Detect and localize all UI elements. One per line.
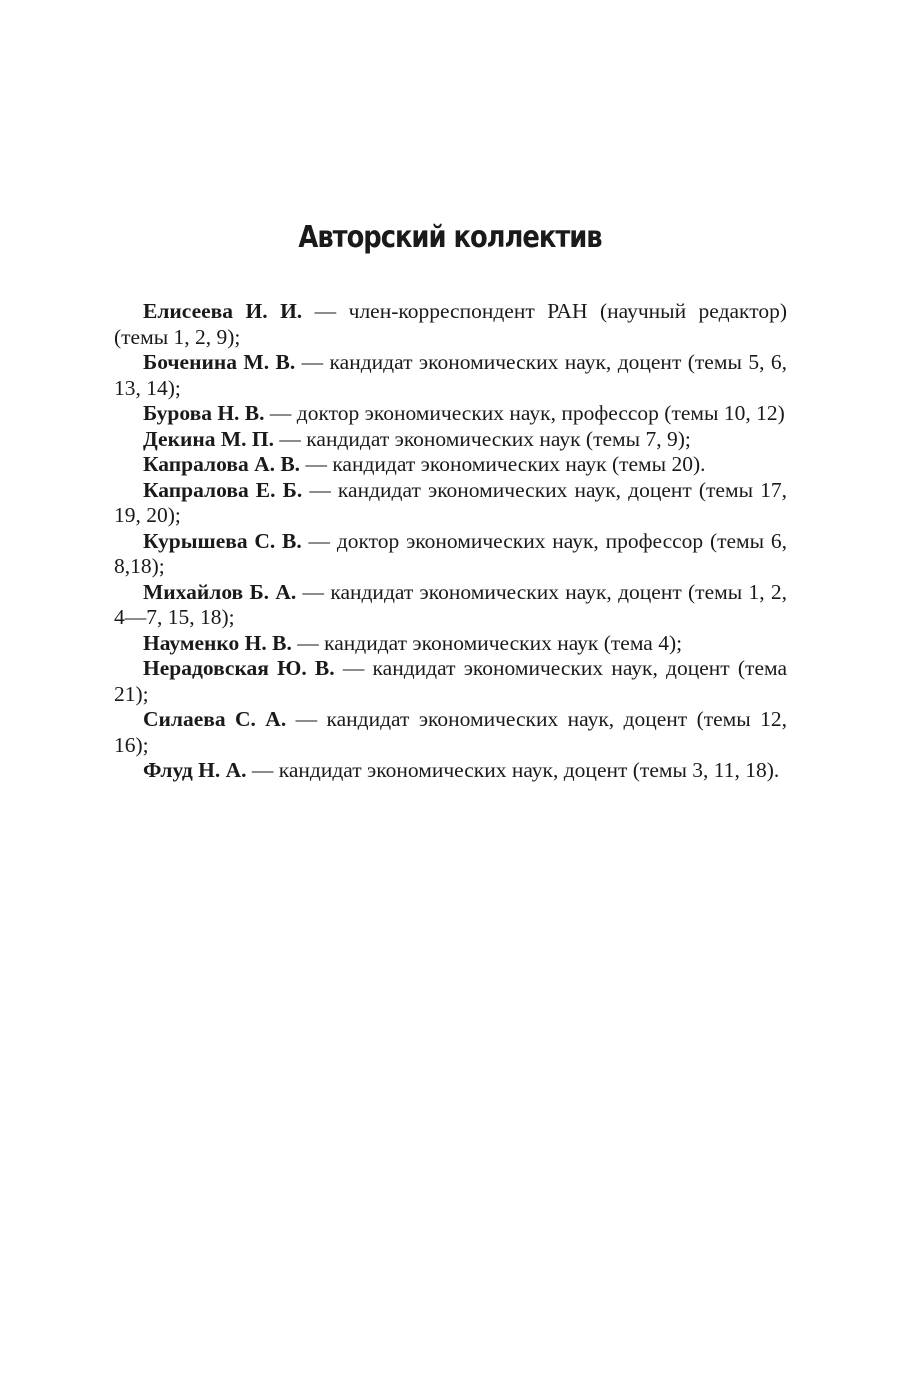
author-description: — кандидат экономических наук (тема 4); (291, 630, 683, 655)
author-description: — доктор экономических наук, профессор (темы 10, 12) (264, 401, 785, 425)
author-name: Курышева С. В. (143, 528, 302, 553)
author-list (114, 299, 787, 784)
author-name: Науменко Н. В. (143, 630, 292, 655)
author-entry (114, 656, 787, 707)
author-name: Елисеева И. И. (143, 299, 303, 323)
author-description: — доктор экономических наук, профессор (темы 6, 8,18); (114, 528, 787, 578)
author-description: — кандидат экономических наук, доцент (темы 17, 19, 20); (114, 477, 787, 527)
author-name: Нерадовская Ю. В. (143, 656, 335, 680)
author-description: — кандидат экономических наук (темы 7, 9); (274, 426, 691, 451)
author-name: Флуд Н. А. (143, 758, 247, 782)
author-description: — кандидат экономических наук, доцент (тема 21); (114, 656, 787, 706)
author-description: — кандидат экономических наук (темы 20). (300, 452, 706, 476)
author-name: Боченина М. В. (143, 350, 296, 374)
author-entry (114, 758, 787, 784)
author-name: Бурова Н. В. (143, 401, 265, 425)
author-entry (114, 452, 787, 478)
author-description: — кандидат экономических наук, доцент (темы 3, 11, 18). (246, 758, 780, 782)
author-name: Силаева С. А. (143, 707, 287, 731)
author-entry (114, 427, 787, 453)
author-name: Михайлов Б. А. (143, 579, 297, 604)
author-description: — кандидат экономических наук, доцент (темы 5, 6, 13, 14); (114, 350, 787, 400)
author-description: — кандидат экономических наук, доцент (темы 12, 16); (114, 707, 787, 757)
author-entry (114, 478, 787, 529)
author-description: — член-корреспондент РАН (научный редактор) (темы 1, 2, 9); (114, 299, 787, 349)
author-entry (114, 631, 787, 657)
page-title: Авторский коллектив (298, 220, 602, 255)
author-description: — кандидат экономических наук, доцент (темы 1, 2, 4—7, 15, 18); (114, 579, 787, 629)
author-entry (114, 350, 787, 401)
author-name: Капралова Е. Б. (143, 477, 303, 502)
author-entry (114, 299, 787, 350)
author-name: Декина М. П. (143, 426, 275, 451)
author-entry (114, 529, 787, 580)
author-name: Капралова А. В. (143, 452, 301, 476)
author-entry (114, 707, 787, 758)
author-entry (114, 401, 787, 427)
author-entry (114, 580, 787, 631)
